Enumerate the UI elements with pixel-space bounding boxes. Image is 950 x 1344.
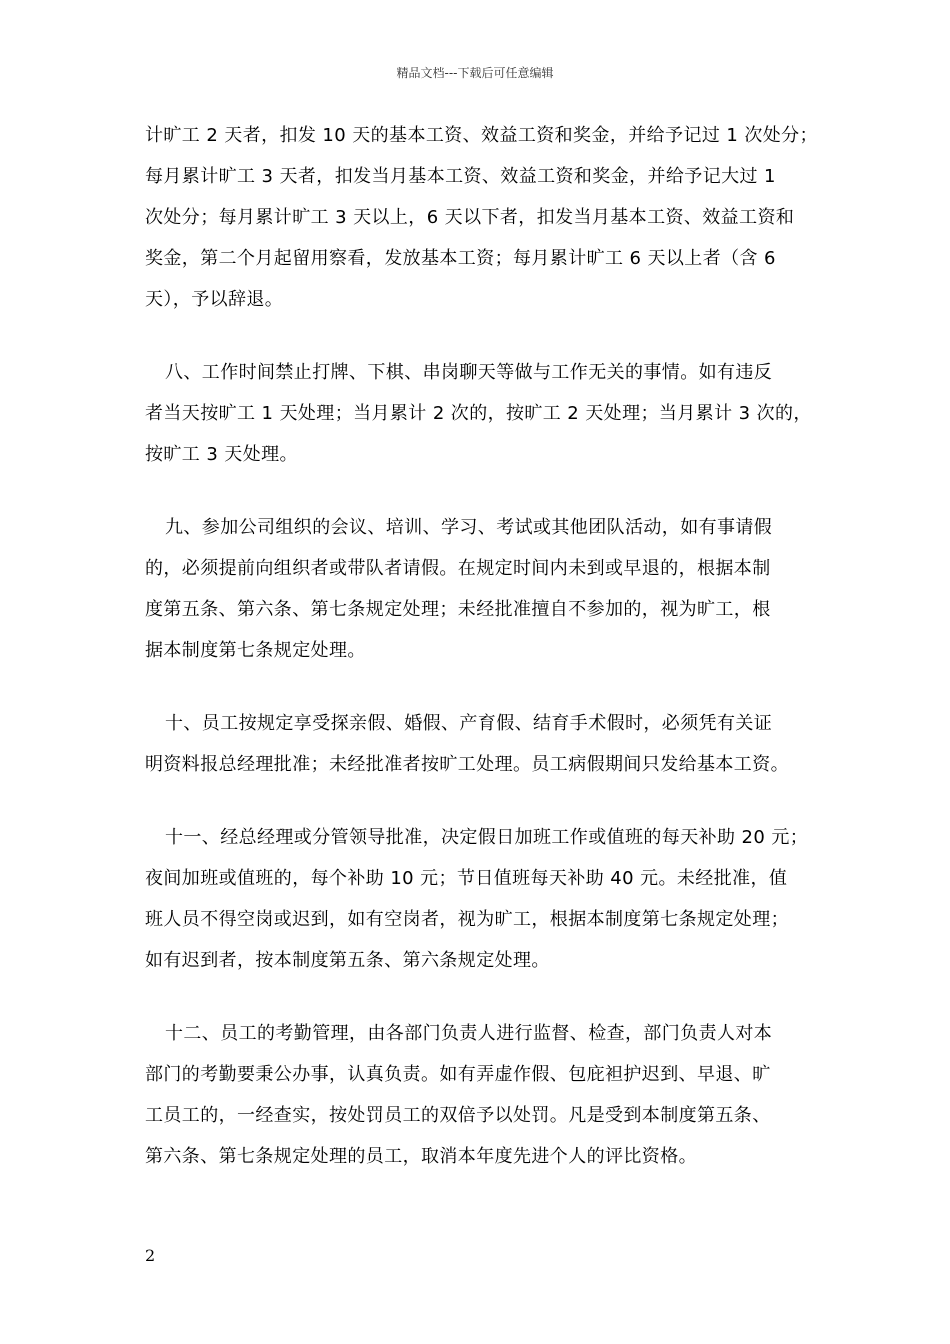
text-line: 天），予以辞退。 xyxy=(145,289,284,310)
paragraph-gap xyxy=(145,320,825,352)
paragraph-gap xyxy=(145,981,825,1013)
paragraph-gap xyxy=(145,671,825,703)
text-line: 第六条、第七条规定处理的员工，取消本年度先进个人的评比资格。 xyxy=(145,1146,697,1167)
page-header: 精品文档---下载后可任意编辑 xyxy=(396,66,554,80)
text-line: 按旷工 3 天处理。 xyxy=(145,444,298,465)
text-line: 每月累计旷工 3 天者，扣发当月基本工资、效益工资和奖金，并给予记大过 1 xyxy=(145,166,776,187)
text-line: 的，必须提前向组织者或带队者请假。在规定时间内未到或早退的，根据本制 xyxy=(145,558,771,579)
text-line: 工员工的，一经查实，按处罚员工的双倍予以处罚。凡是受到本制度第五条、 xyxy=(145,1105,771,1126)
text-line: 九、参加公司组织的会议、培训、学习、考试或其他团队活动，如有事请假 xyxy=(165,517,773,538)
text-line: 明资料报总经理批准；未经批准者按旷工处理。员工病假期间只发给基本工资。 xyxy=(145,754,789,775)
paragraph-8 xyxy=(145,352,825,475)
text-line: 次处分；每月累计旷工 3 天以上，6 天以下者，扣发当月基本工资、效益工资和 xyxy=(145,207,795,228)
document-body xyxy=(145,115,825,1177)
text-line: 班人员不得空岗或迟到，如有空岗者，视为旷工，根据本制度第七条规定处理； xyxy=(145,909,789,930)
text-line: 如有迟到者，按本制度第五条、第六条规定处理。 xyxy=(145,950,550,971)
text-line: 夜间加班或值班的，每个补助 10 元；节日值班每天补助 40 元。未经批准，值 xyxy=(145,868,788,889)
paragraph-gap xyxy=(145,785,825,817)
paragraph-11 xyxy=(145,817,825,981)
paragraph-gap xyxy=(145,475,825,507)
text-line: 者当天按旷工 1 天处理；当月累计 2 次的，按旷工 2 天处理；当月累计 3 次的， xyxy=(145,403,812,424)
text-line: 部门的考勤要秉公办事，认真负责。如有弄虚作假、包庇袒护迟到、早退、旷 xyxy=(145,1064,771,1085)
text-line: 十、员工按规定享受探亲假、婚假、产育假、结育手术假时，必须凭有关证 xyxy=(165,713,773,734)
text-line: 度第五条、第六条、第七条规定处理；未经批准擅自不参加的，视为旷工，根 xyxy=(145,599,771,620)
text-line: 奖金，第二个月起留用察看，发放基本工资；每月累计旷工 6 天以上者（含 6 xyxy=(145,248,776,269)
paragraph-9 xyxy=(145,507,825,671)
text-line: 八、工作时间禁止打牌、下棋、串岗聊天等做与工作无关的事情。如有违反 xyxy=(165,362,773,383)
page-number: 2 xyxy=(145,1246,156,1265)
paragraph-12 xyxy=(145,1013,825,1177)
text-line: 十一、经总经理或分管领导批准，决定假日加班工作或值班的每天补助 20 元； xyxy=(165,827,809,848)
paragraph-10 xyxy=(145,703,825,785)
text-line: 据本制度第七条规定处理。 xyxy=(145,640,366,661)
text-line: 十二、员工的考勤管理，由各部门负责人进行监督、检查，部门负责人对本 xyxy=(165,1023,773,1044)
text-line: 计旷工 2 天者，扣发 10 天的基本工资、效益工资和奖金，并给予记过 1 次处分； xyxy=(145,125,818,146)
paragraph-7-continued xyxy=(145,115,825,320)
